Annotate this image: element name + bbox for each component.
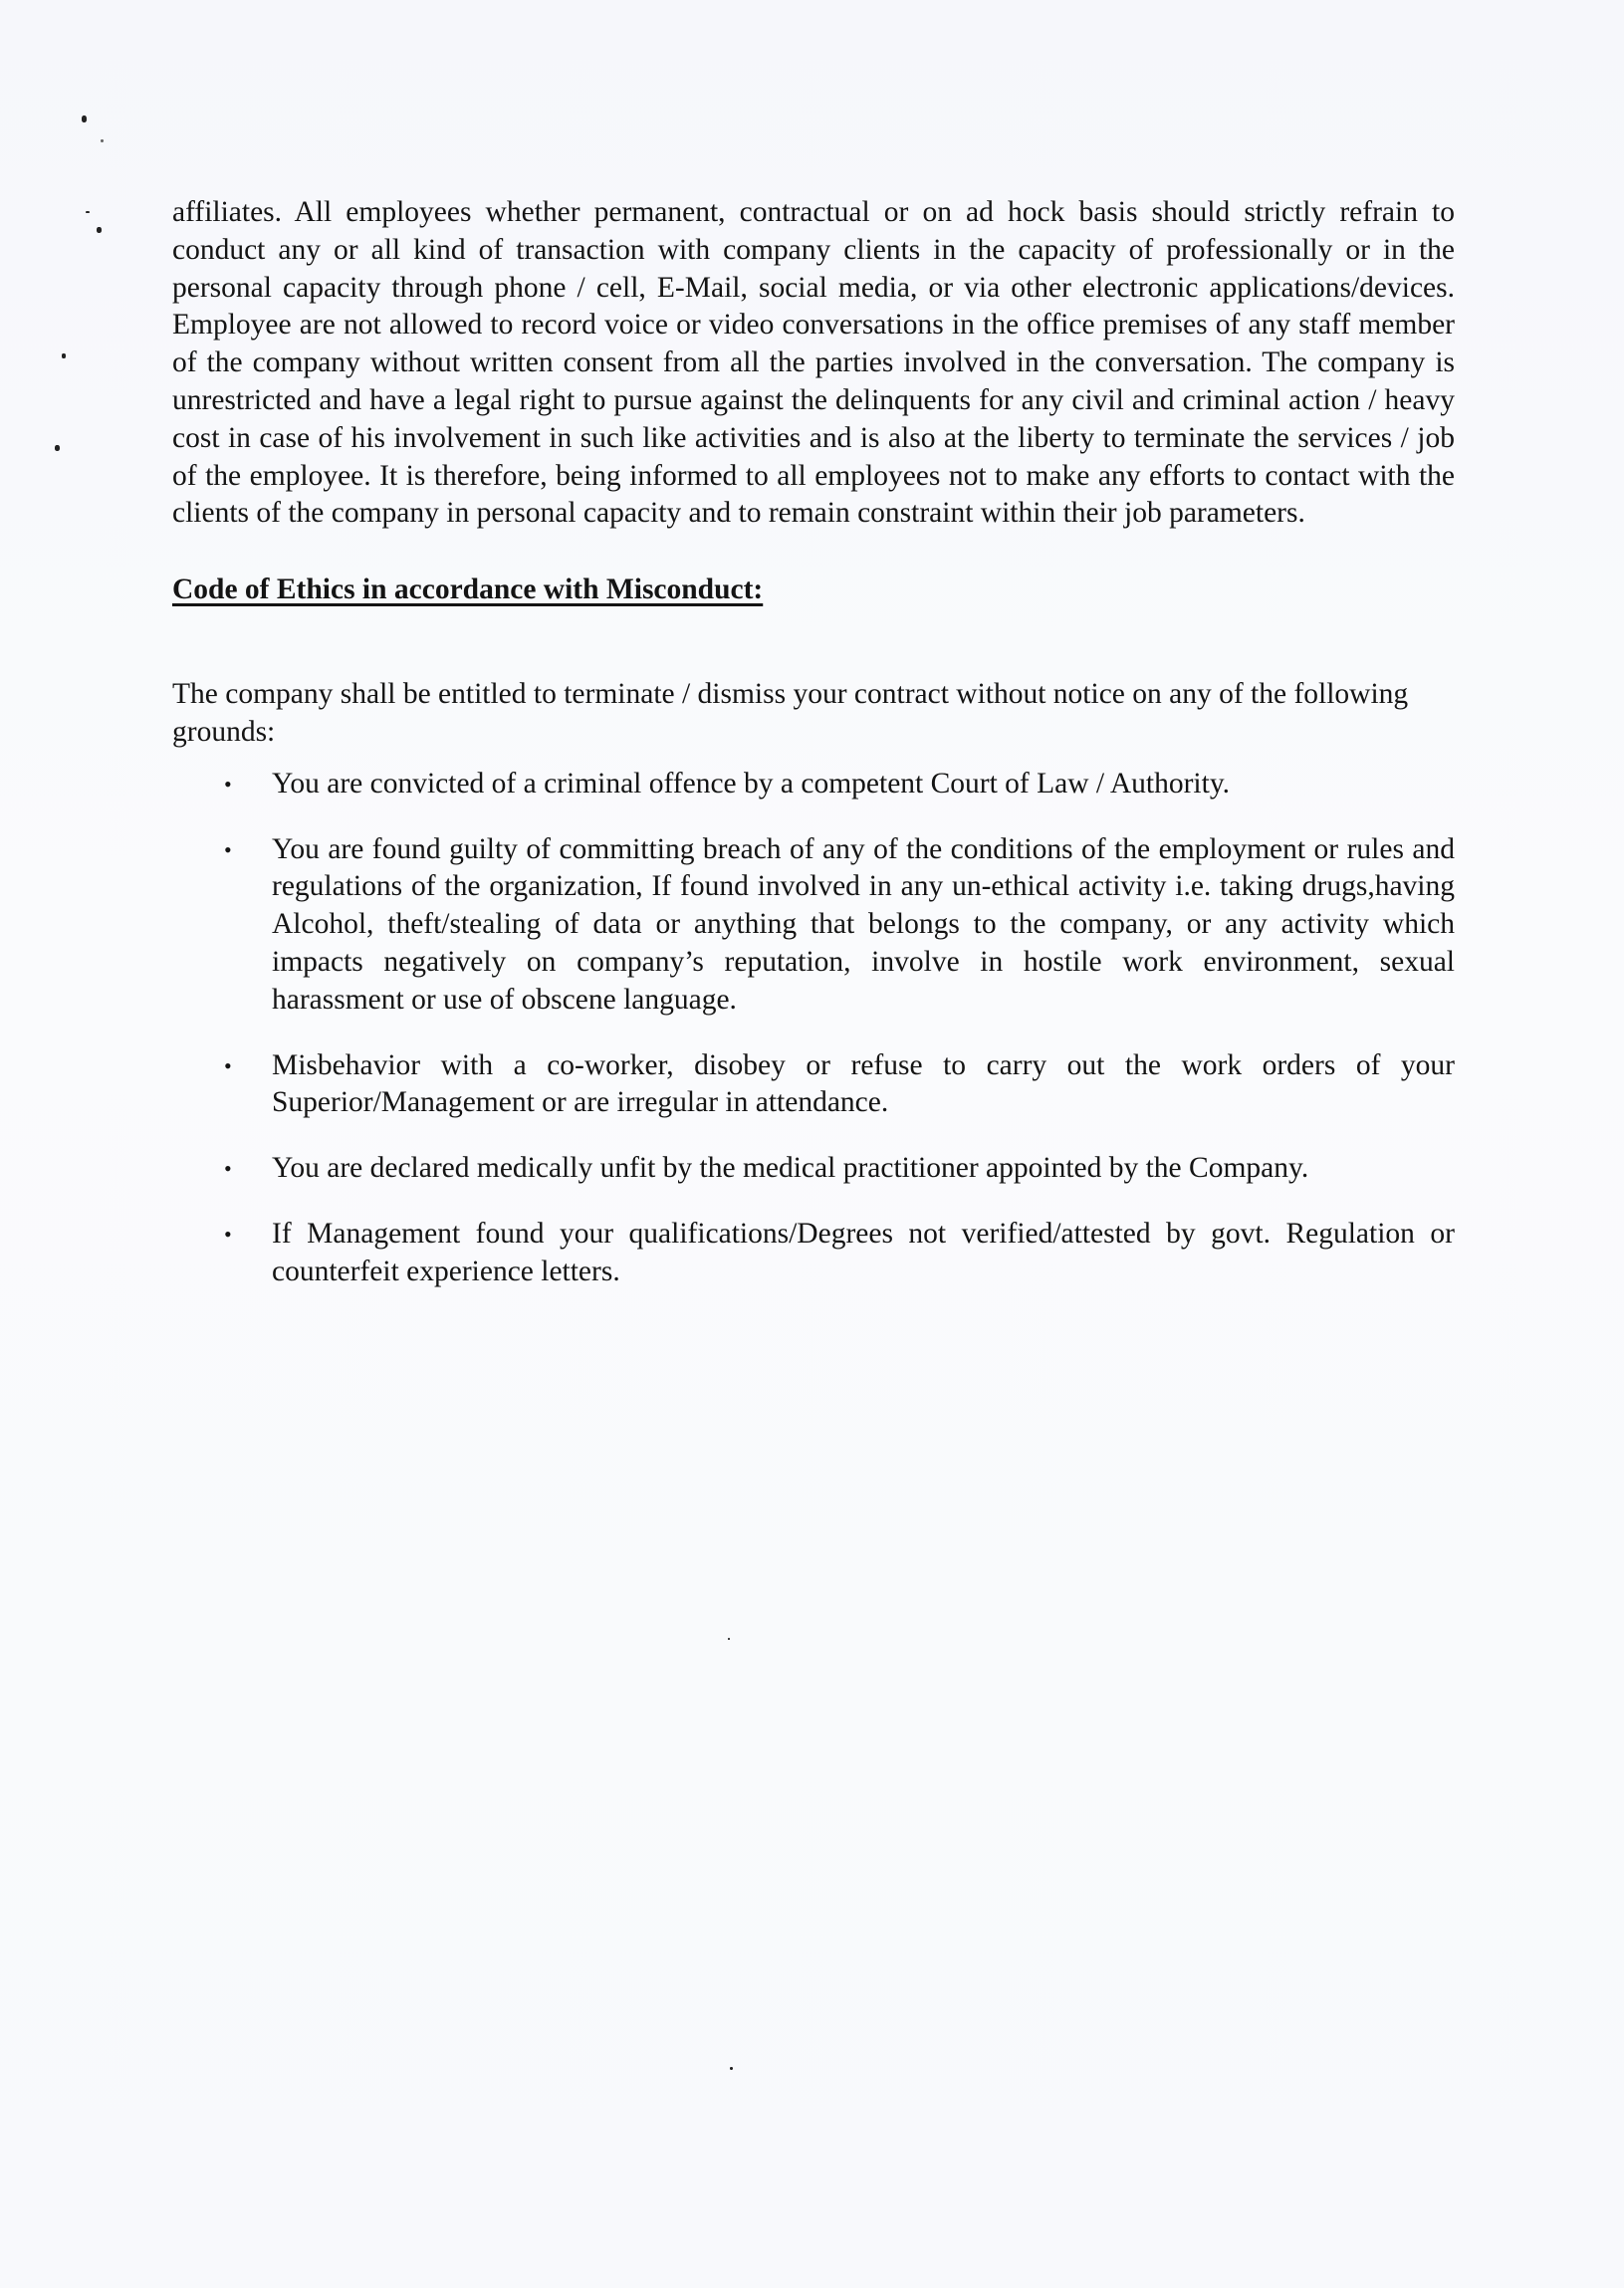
scan-speck <box>86 211 90 213</box>
scan-speck <box>62 353 66 358</box>
list-item <box>172 1047 1455 1123</box>
section-heading: Code of Ethics in accordance with Misconduct: <box>172 573 764 606</box>
bullet-icon: • <box>224 1221 232 1247</box>
list-item <box>172 831 1455 1020</box>
bullet-icon: • <box>224 771 232 797</box>
opening-paragraph: affiliates. All employees whether permanent, contractual or on ad hock basis should strictly refrain to conduct any or all kind of transaction with company clients in the capacity of professionally or in the personal capacity through phone / cell, E-Mail, social media, or via other electronic applications/devices. Employee are not allowed to record voice or video conversations in the office premises of any staff member of the company without written consent from all the parties involved in the conversation. The company is unrestricted and have a legal right to pursue against the delinquents for any civil and criminal action / heavy cost in case of his involvement in such like activities and is also at the liberty to terminate the services / job of the employee. It is therefore, being informed to all employees not to make any efforts to contact with the clients of the company in personal capacity and to remain constraint within their job parameters. <box>172 196 1455 530</box>
bullet-icon: • <box>224 836 232 862</box>
scan-speck <box>55 445 60 451</box>
grounds-list <box>172 766 1455 1291</box>
scan-speck <box>101 139 104 142</box>
list-item-text: You are found guilty of committing breach of any of the conditions of the employment or rules and regulations of the organization, If found involved in any un-ethical activity i.e. taking drugs,having Alcohol, theft/stealing of data or anything that belongs to the company, or any activity which impacts negatively on company’s reputation, involve in hostile work environment, sexual harassment or use of obscene language. <box>272 832 1455 1016</box>
list-item <box>172 766 1455 803</box>
scan-speck <box>97 227 102 233</box>
list-item <box>172 1216 1455 1291</box>
list-item <box>172 1150 1455 1188</box>
bullet-icon: • <box>224 1156 232 1182</box>
document-body <box>172 194 1455 1319</box>
scan-speck <box>730 2067 733 2070</box>
intro-paragraph: The company shall be entitled to terminate / dismiss your contract without notice on any of the following grounds: <box>172 678 1409 748</box>
list-item-text: You are convicted of a criminal offence by a competent Court of Law / Authority. <box>272 767 1231 800</box>
list-item-text: You are declared medically unfit by the medical practitioner appointed by the Company. <box>272 1152 1309 1185</box>
scan-speck <box>728 1638 730 1640</box>
bullet-icon: • <box>224 1052 232 1078</box>
scan-speck <box>82 115 87 122</box>
list-item-text: If Management found your qualifications/Degrees not verified/attested by govt. Regulation or counterfeit experience letters. <box>272 1217 1455 1287</box>
list-item-text: Misbehavior with a co-worker, disobey or refuse to carry out the work orders of your Superior/Management or are irregular in attendance. <box>272 1048 1455 1119</box>
